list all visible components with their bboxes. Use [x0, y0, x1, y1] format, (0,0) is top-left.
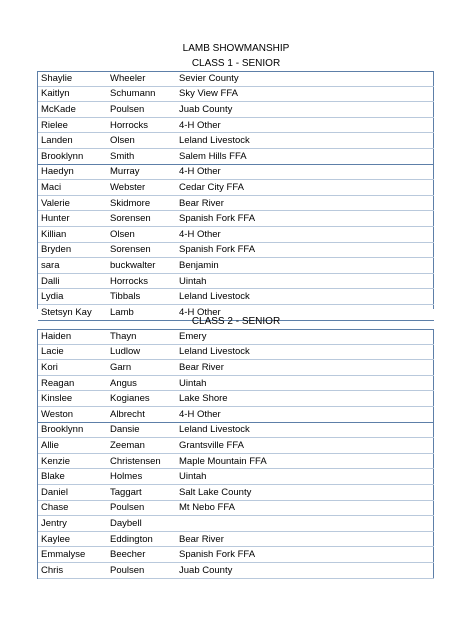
- first-name-cell: Reagan: [38, 375, 107, 391]
- club-cell: Benjamin: [176, 258, 434, 274]
- table-row: [38, 531, 434, 547]
- last-name-cell: Webster: [107, 180, 176, 196]
- club-cell: Uintah: [176, 273, 434, 289]
- last-name-cell: Skidmore: [107, 195, 176, 211]
- last-name-cell: Daybell: [107, 516, 176, 532]
- first-name-cell: Valerie: [38, 195, 107, 211]
- last-name-cell: Poulsen: [107, 562, 176, 578]
- last-name-cell: Albrecht: [107, 406, 176, 422]
- last-name-cell: Horrocks: [107, 117, 176, 133]
- club-cell: Grantsville FFA: [176, 438, 434, 454]
- first-name-cell: Kaitlyn: [38, 86, 107, 102]
- class-1-title: CLASS 1 - SENIOR: [191, 58, 281, 69]
- first-name-cell: McKade: [38, 102, 107, 118]
- table-row: [38, 329, 434, 344]
- club-cell: Uintah: [176, 375, 434, 391]
- first-name-cell: Emmalyse: [38, 547, 107, 563]
- club-cell: Bear River: [176, 360, 434, 376]
- club-cell: Mt Nebo FFA: [176, 500, 434, 516]
- class-2-rows: [38, 329, 434, 593]
- table-row: [38, 148, 434, 164]
- first-name-cell: Kinslee: [38, 391, 107, 407]
- club-cell: Sky View FFA: [176, 86, 434, 102]
- last-name-cell: Dansie: [107, 422, 176, 438]
- club-cell: Leland Livestock: [176, 422, 434, 438]
- table-row: [38, 211, 434, 227]
- document-title: LAMB SHOWMANSHIP: [182, 43, 290, 54]
- last-name-cell: Sorensen: [107, 242, 176, 258]
- last-name-cell: Eddington: [107, 531, 176, 547]
- first-name-cell: Hunter: [38, 211, 107, 227]
- club-cell: 4-H Other: [176, 226, 434, 242]
- table-row: [38, 117, 434, 133]
- club-cell: Emery: [176, 329, 434, 344]
- table-row: [38, 102, 434, 118]
- first-name-cell: Haedyn: [38, 164, 107, 180]
- table-row: [38, 195, 434, 211]
- club-cell: 4-H Other: [176, 164, 434, 180]
- club-cell: Leland Livestock: [176, 133, 434, 149]
- last-name-cell: Wheeler: [107, 71, 176, 86]
- table-row: [38, 406, 434, 422]
- first-name-cell: Allie: [38, 438, 107, 454]
- table-row: [38, 578, 434, 593]
- first-name-cell: Rielee: [38, 117, 107, 133]
- table-row: [38, 360, 434, 376]
- last-name-cell: buckwalter: [107, 258, 176, 274]
- club-cell: [176, 578, 434, 593]
- club-cell: Spanish Fork FFA: [176, 547, 434, 563]
- table-row: [38, 164, 434, 180]
- first-name-cell: Lydia: [38, 289, 107, 305]
- club-cell: Spanish Fork FFA: [176, 211, 434, 227]
- table-row: [38, 484, 434, 500]
- last-name-cell: Kogianes: [107, 391, 176, 407]
- table-row: [38, 180, 434, 196]
- club-cell: Leland Livestock: [176, 289, 434, 305]
- first-name-cell: Chris: [38, 562, 107, 578]
- table-row: [38, 500, 434, 516]
- table-row: [38, 375, 434, 391]
- last-name-cell: Lamb: [107, 304, 176, 320]
- first-name-cell: Bryden: [38, 242, 107, 258]
- club-cell: Leland Livestock: [176, 344, 434, 360]
- club-cell: Sevier County: [176, 71, 434, 86]
- club-cell: Salem Hills FFA: [176, 148, 434, 164]
- club-cell: Juab County: [176, 102, 434, 118]
- class-2-title: CLASS 2 - SENIOR: [191, 316, 281, 327]
- table-row: [38, 547, 434, 563]
- club-cell: Juab County: [176, 562, 434, 578]
- table-row: [38, 71, 434, 86]
- table-row: [38, 242, 434, 258]
- first-name-cell: Chase: [38, 500, 107, 516]
- first-name-cell: Shaylie: [38, 71, 107, 86]
- first-name-cell: Brooklynn: [38, 148, 107, 164]
- first-name-cell: Lacie: [38, 344, 107, 360]
- last-name-cell: Murray: [107, 164, 176, 180]
- club-cell: Lake Shore: [176, 391, 434, 407]
- first-name-cell: Stetsyn Kay: [38, 304, 107, 320]
- club-cell: Bear River: [176, 195, 434, 211]
- table-row: [38, 258, 434, 274]
- table-row: [38, 289, 434, 305]
- club-cell: Maple Mountain FFA: [176, 453, 434, 469]
- last-name-cell: Olsen: [107, 226, 176, 242]
- class-1-table: [38, 71, 434, 321]
- first-name-cell: Daniel: [38, 484, 107, 500]
- last-name-cell: Thayn: [107, 329, 176, 344]
- last-name-cell: Beecher: [107, 547, 176, 563]
- first-name-cell: Kaylee: [38, 531, 107, 547]
- last-name-cell: Olsen: [107, 133, 176, 149]
- first-name-cell: Blake: [38, 469, 107, 485]
- last-name-cell: Tibbals: [107, 289, 176, 305]
- table-row: [38, 422, 434, 438]
- class-1-rows: [38, 71, 434, 320]
- club-cell: Bear River: [176, 531, 434, 547]
- class-2-table: [38, 329, 434, 593]
- last-name-cell: Taggart: [107, 484, 176, 500]
- club-cell: Salt Lake County: [176, 484, 434, 500]
- club-cell: 4-H Other: [176, 406, 434, 422]
- last-name-cell: Angus: [107, 375, 176, 391]
- first-name-cell: Weston: [38, 406, 107, 422]
- table-row: [38, 344, 434, 360]
- last-name-cell: Horrocks: [107, 273, 176, 289]
- first-name-cell: sara: [38, 258, 107, 274]
- first-name-cell: Dalli: [38, 273, 107, 289]
- club-cell: Cedar City FFA: [176, 180, 434, 196]
- club-cell: Spanish Fork FFA: [176, 242, 434, 258]
- table-row: [38, 516, 434, 532]
- table-row: [38, 133, 434, 149]
- last-name-cell: Sorensen: [107, 211, 176, 227]
- table-row: [38, 453, 434, 469]
- table-row: [38, 469, 434, 485]
- first-name-cell: Kori: [38, 360, 107, 376]
- table-row: [38, 273, 434, 289]
- table-row: [38, 391, 434, 407]
- last-name-cell: [107, 578, 176, 593]
- table-row: [38, 226, 434, 242]
- last-name-cell: Zeeman: [107, 438, 176, 454]
- table-row: [38, 438, 434, 454]
- last-name-cell: Poulsen: [107, 500, 176, 516]
- first-name-cell: Maci: [38, 180, 107, 196]
- first-name-cell: Brooklynn: [38, 422, 107, 438]
- table-row: [38, 562, 434, 578]
- table-row: [38, 86, 434, 102]
- last-name-cell: Christensen: [107, 453, 176, 469]
- first-name-cell: Jentry: [38, 516, 107, 532]
- first-name-cell: Haiden: [38, 329, 107, 344]
- last-name-cell: Holmes: [107, 469, 176, 485]
- last-name-cell: Schumann: [107, 86, 176, 102]
- first-name-cell: [38, 578, 107, 593]
- last-name-cell: Smith: [107, 148, 176, 164]
- last-name-cell: Garn: [107, 360, 176, 376]
- club-cell: 4-H Other: [176, 117, 434, 133]
- first-name-cell: Killian: [38, 226, 107, 242]
- last-name-cell: Ludlow: [107, 344, 176, 360]
- club-cell: Uintah: [176, 469, 434, 485]
- club-cell: [176, 516, 434, 532]
- last-name-cell: Poulsen: [107, 102, 176, 118]
- first-name-cell: Kenzie: [38, 453, 107, 469]
- club-cell: 4-H Other: [176, 304, 434, 320]
- first-name-cell: Landen: [38, 133, 107, 149]
